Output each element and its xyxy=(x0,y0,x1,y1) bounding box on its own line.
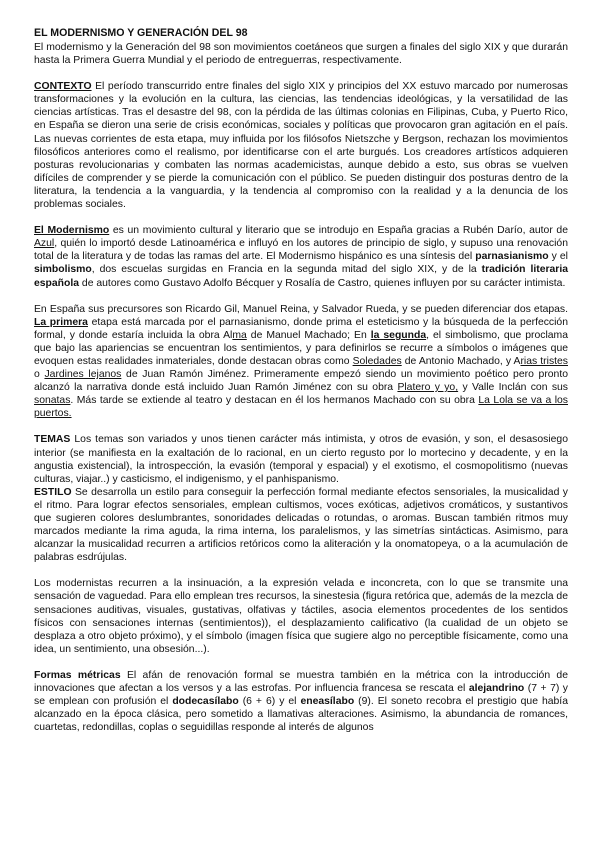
contexto-paragraph: CONTEXTO El período transcurrido entre finales del siglo XIX y principios del XX estuvo marcado por numerosas transformaciones y la evolución en la cultura, las ciencias, las tendencias ideológicas, y la versatilidad de las ciencias artísticas. Tras el desastre del 98, con la pérdida de las últimas colonias en Filipinas, Cuba, y Puerto Rico, en España se dieron una serie de crisis económicas, sociales y políticas que provocaron gran agitación en el país. Las nuevas corrientes de esta etapa, muy influida por los filósofos Nietszche y Bergson, rechazan los movimientos filosóficos anteriores como el realismo, por identificarse con el arte burgués. Los creadores artísticos adquieren posturas revolucionarias y combaten las normas academicistas, aunque debido a esto, sus obras se vuelven difíciles de comprender y se pierde la comunicación con el público. Se pueden distinguir dos posturas dentro de la literatura, la tendencia a la vanguardia, y la tendencia al compromiso con la realidad y a la denuncia de los problemas sociales. xyxy=(34,81,568,211)
modernismo-heading: El Modernismo xyxy=(34,225,110,237)
intro-paragraph: El modernismo y la Generación del 98 son movimientos coetáneos que surgen a finales del siglo XIX y que durarán hasta la Primera Guerra Mundial y el periodo de entreguerras, respectivamente. xyxy=(34,42,568,67)
temas-heading: TEMAS xyxy=(34,434,71,446)
azul-title: Azul xyxy=(34,238,55,250)
estilo-paragraph: ESTILO Se desarrolla un estilo para conseguir la perfección formal mediante efectos sensoriales, la musicalidad y el ritmo. Para lograr efectos sensoriales, emplean cultismos, voces exóticas, adjetivos cromáticos, y sustantivos que sugieren colores deslumbrantes, sonoridades delicadas o rotundas, o aromas. Buscan también ritmos muy marcados mediante la rima aguda, la rima interna, los paralelismos, y las simetrías sintácticas. Asimismo, para alcanzar la musicalidad recurren a artificios retóricos como la aliteración y la onomatopeya, o a la acumulación de palabras esdrújulas. xyxy=(34,486,568,564)
modernismo-paragraph: El Modernismo es un movimiento cultural y literario que se introdujo en España gracias a Rubén Darío, autor de Azul, quién lo importó desde Latinoamérica e influyó en los autores de principio de siglo, y supuso una renovación total de la literatura y de todas las ramas del arte. El Modernismo hispánico es una síntesis del parnasianismo y el simbolismo, dos escuelas surgidas en Francia en la segunda mitad del siglo XIX, y de la tradición literaria española de autores como Gustavo Adolfo Bécquer y Rosalía de Castro, quienes influyen por su carácter intimista. xyxy=(34,225,569,289)
formas-heading: Formas métricas xyxy=(34,669,121,681)
espana-paragraph: En España sus precursores son Ricardo Gil, Manuel Reina, y Salvador Rueda, y se pueden diferenciar dos etapas. La primera etapa está marcada por el parnasianismo, donde prima el esteticismo y la búsqueda de la perfección formal, y donde estaría incluida la obra Alma de Manuel Machado; En la segunda, el simbolismo, que proclama que bajo las apariencias se encuentran los sentimientos, y para definirlos se recurre a símbolos o imágenes que evoquen estas realidades inmateriales, donde destacan obras como Soledades de Antonio Machado, y Arias tristes o Jardines lejanos de Juan Ramón Jiménez. Primeramente empezó siendo un movimiento poético pero pronto alcanzó la narrativa donde está incluido Juan Ramón Jiménez con su obra Platero y yo, y Valle Inclán con sus sonatas. Más tarde se extiende al teatro y destacan en él los hermanos Machado con su obra La Lola se va a los puertos. xyxy=(34,303,568,420)
contexto-heading: CONTEXTO xyxy=(34,81,92,93)
recursos-paragraph: Los modernistas recurren a la insinuación, a la expresión velada e inconcreta, con lo que se transmite una sensación de vaguedad. Para ello emplean tres recursos, la sinestesia (figura retórica que, además de la mezcla de sensaciones auditivas, visuales, gustativas, olfativas y táctiles, asocia elementos procedentes de los sentidos físicos con sensaciones internas (sentimientos)), el desplazamiento calificativo (la cualidad de un objeto se desplaza a otro objeto próximo), y el símbolo (imagen física que sugiere algo no perceptible físicamente, como una idea, un sentimiento, una obsesión...). xyxy=(34,578,568,655)
estilo-heading: ESTILO xyxy=(34,486,72,498)
formas-paragraph: Formas métricas El afán de renovación formal se muestra también en la métrica con la introducción de innovaciones que afectan a los versos y a las estrofas. Por influencia francesa se rescata el alejandrino (7 + 7) y se emplean con profusión el dodecasílabo (6 + 6) y el eneasílabo (9). El soneto recobra el prestigio que había alcanzado en la época clásica, pero sometido a llamativas alteraciones. Asimismo, la abundancia de romances, cuartetas, redondillas, coplas o seguidillas responde al interés de algunos xyxy=(34,669,569,734)
temas-paragraph: TEMAS Los temas son variados y unos tienen carácter más intimista, y otros de evasión, y son, el desasosiego interior (se manifiesta en la exaltación de lo racional, en un cierto regusto por lo mortecino y decadente, y en la angustia existencial), la introspección, la evasión (temporal y espacial) y el exotismo, el cosmopolitismo (nuevas culturas, viajar..) y casticismo, el indigenismo, y el panhispanismo. xyxy=(34,434,568,485)
page-title: EL MODERNISMO Y GENERACIÓN DEL 98 xyxy=(34,27,248,39)
